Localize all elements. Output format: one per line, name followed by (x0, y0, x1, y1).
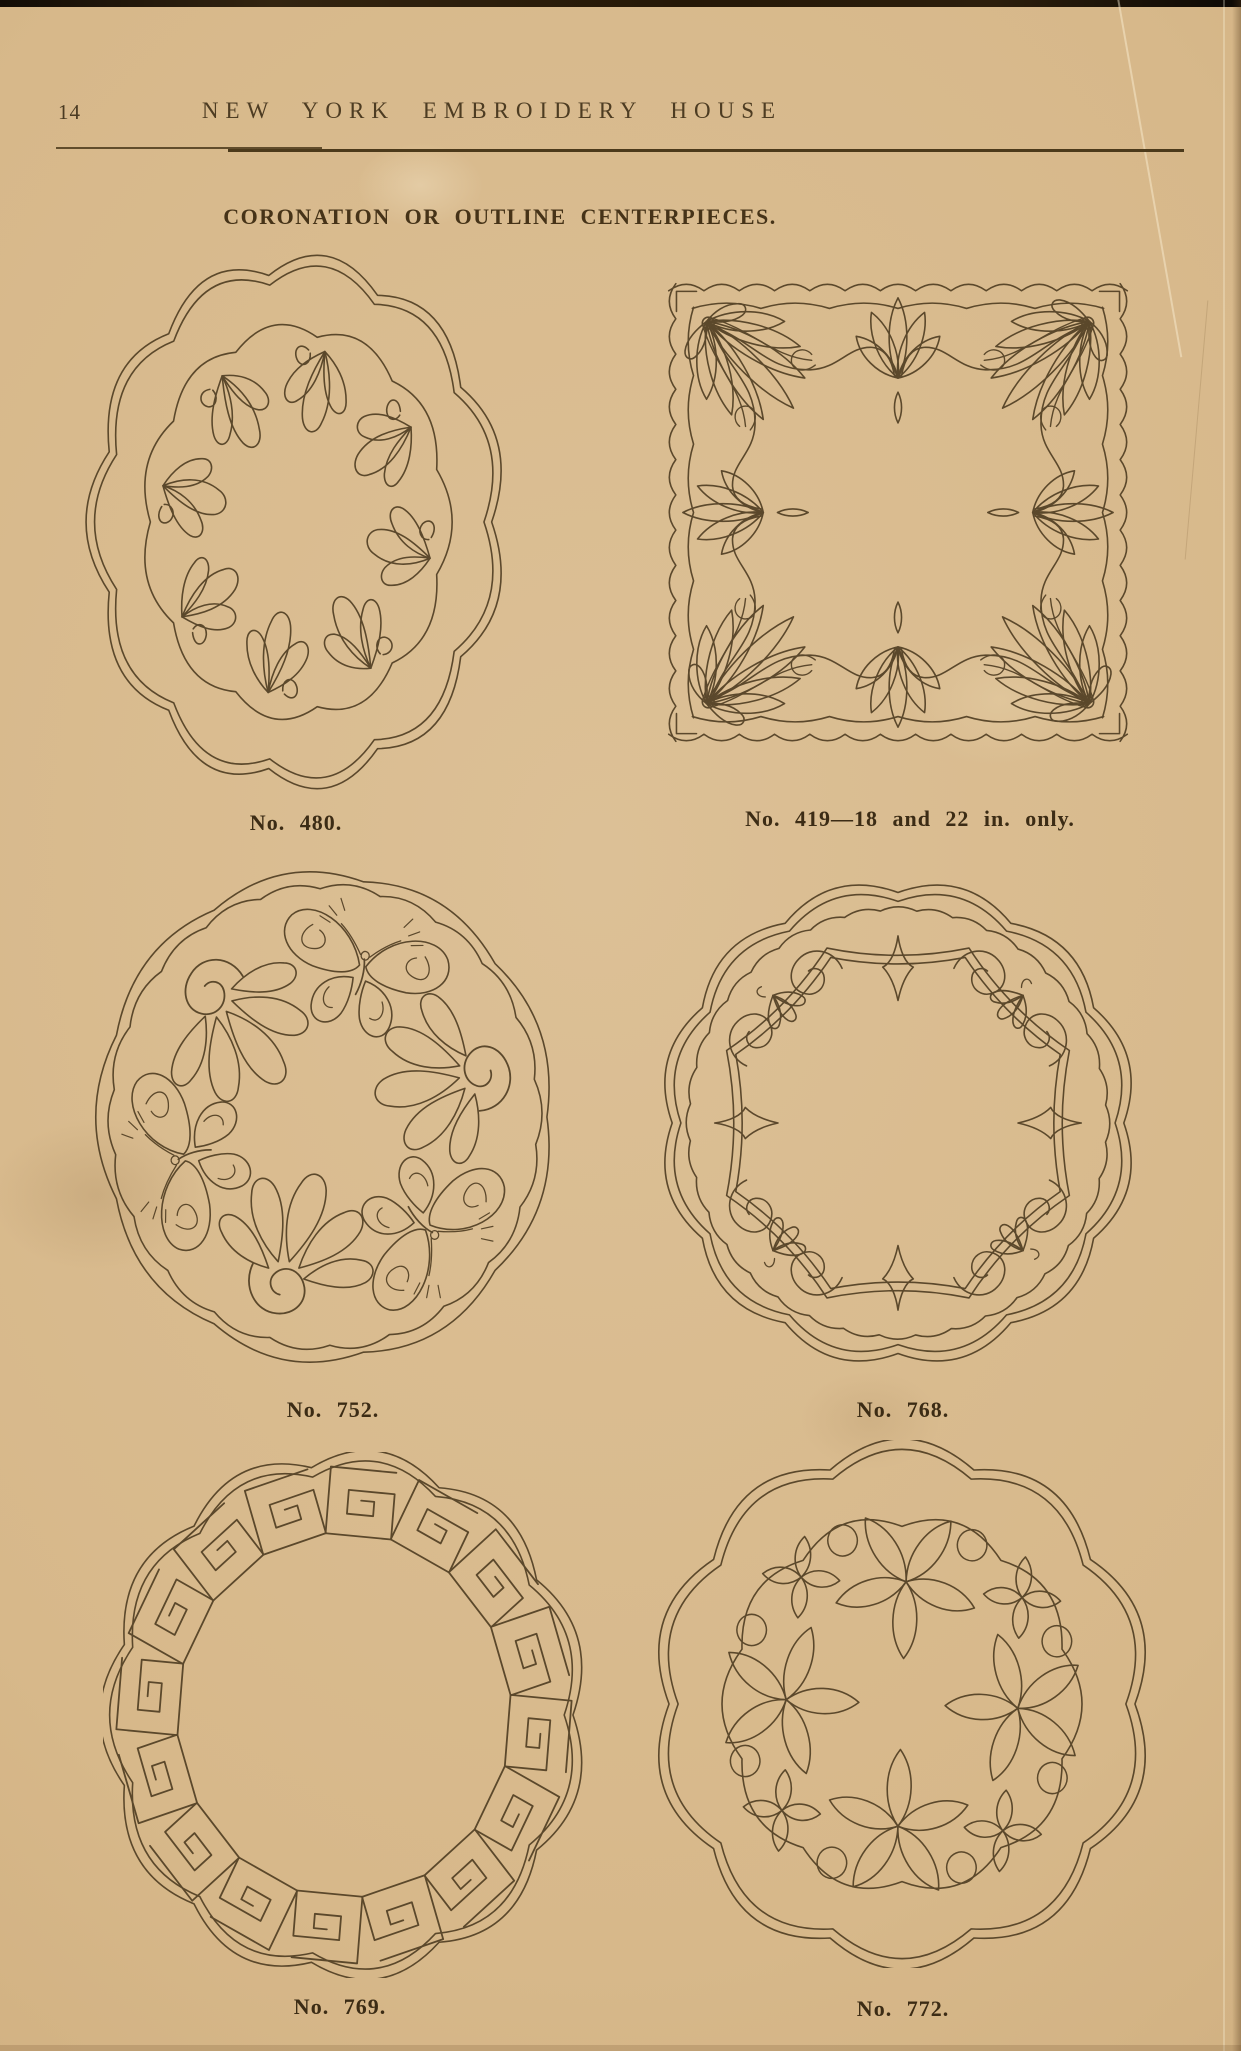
figure-752-caption: No. 752. (286, 1397, 380, 1422)
page-right-edge-shadow (1232, 0, 1241, 2051)
page-right-edge-line (1223, 0, 1225, 2051)
page-number: 14 (58, 100, 81, 124)
centerpiece-752-drawing (88, 862, 562, 1372)
figure-772-caption: No. 772. (856, 1996, 950, 2021)
figure-772 (652, 1440, 1152, 1968)
paper-crease (1185, 300, 1209, 559)
figure-769-caption: No. 769. (293, 1994, 387, 2019)
figure-769 (103, 1452, 585, 1978)
figure-768-caption: No. 768. (856, 1397, 950, 1422)
centerpiece-480-drawing (85, 252, 508, 792)
figure-752 (88, 862, 562, 1372)
masthead-title: NEW YORK EMBROIDERY HOUSE (201, 98, 783, 123)
figure-480-caption: No. 480. (249, 810, 343, 835)
centerpiece-772-drawing (652, 1440, 1152, 1968)
figure-768 (658, 878, 1138, 1368)
figure-419-caption: No. 419—18 and 22 in. only. (745, 806, 1075, 831)
section-title: CORONATION OR OUTLINE CENTERPIECES. (223, 204, 777, 229)
figure-419 (638, 253, 1158, 772)
figure-480 (85, 252, 508, 792)
centerpiece-768-drawing (658, 878, 1138, 1368)
page-top-edge-shadow (0, 0, 1241, 7)
masthead-rule (228, 149, 1184, 152)
centerpiece-769-drawing (103, 1452, 585, 1978)
centerpiece-419-drawing (638, 253, 1158, 772)
page-bottom-edge-shadow (0, 2045, 1241, 2051)
